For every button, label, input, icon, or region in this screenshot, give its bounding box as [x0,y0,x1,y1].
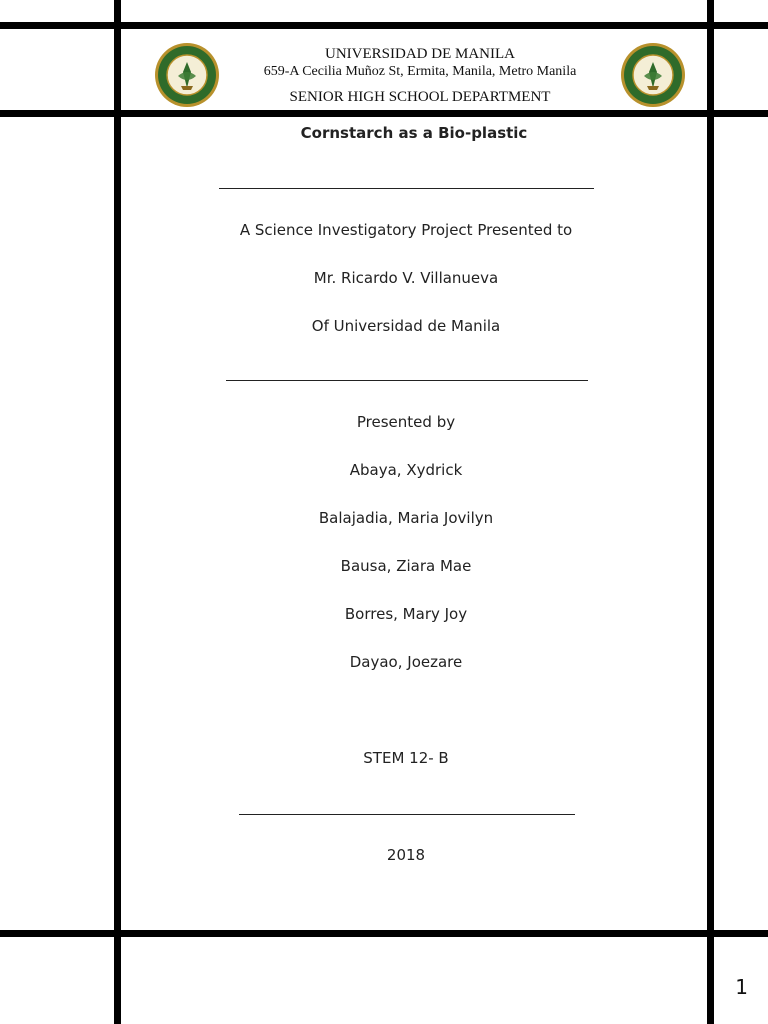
presenter-name: Balajadia, Maria Jovilyn [318,509,494,527]
university-name: UNIVERSIDAD DE MANILA [325,46,515,62]
page-number: 1 [735,975,748,999]
presenter-name: Borres, Mary Joy [344,605,468,623]
right-border-line [707,0,714,1024]
presenter-name: Bausa, Ziara Mae [340,557,472,575]
section-label: STEM 12- B [363,749,449,767]
university-address: 659-A Cecilia Muñoz St, Ermita, Manila, Metro Manila [263,64,577,79]
presenter-name: Abaya, Xydrick [349,461,463,479]
presentation-line: A Science Investigatory Project Presented to [239,221,573,239]
separator-line-1 [219,188,594,189]
school-line: Of Universidad de Manila [311,317,501,335]
presented-by-label: Presented by [356,413,456,431]
separator-line-3 [239,814,575,815]
year-label: 2018 [386,846,426,864]
left-border-line [114,0,121,1024]
department-name: SENIOR HIGH SCHOOL DEPARTMENT [289,89,551,105]
university-seal-left-icon [154,42,220,108]
separator-line-2 [226,380,588,381]
document-title: Cornstarch as a Bio-plastic [300,124,528,142]
presenter-name: Dayao, Joezare [349,653,463,671]
university-seal-right-icon [620,42,686,108]
teacher-name: Mr. Ricardo V. Villanueva [313,269,499,287]
